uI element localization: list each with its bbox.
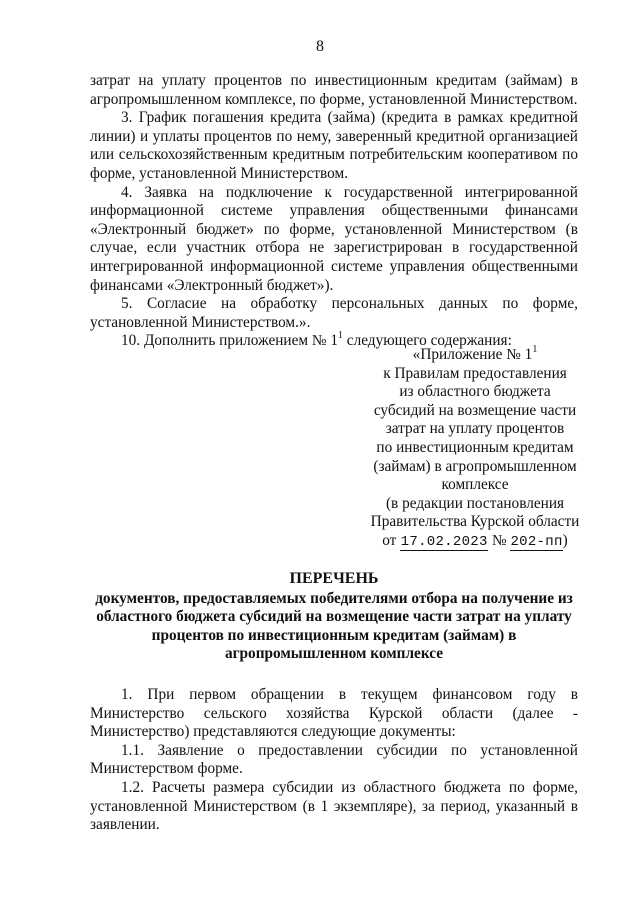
closing-paren: ) bbox=[562, 531, 568, 549]
appendix-date-line bbox=[362, 532, 588, 551]
appendix-heading bbox=[362, 343, 588, 365]
intro-section bbox=[90, 72, 578, 351]
appendix-heading-text: «Приложение № 1 bbox=[412, 346, 533, 363]
intro-paragraph: 5. Согласие на обработку персональных данных по форме, установленной Министерством.». bbox=[90, 295, 578, 331]
page-number: 8 bbox=[316, 38, 324, 55]
appendix-line: затрат на уплату процентов bbox=[385, 420, 565, 438]
amend-line-tail: следующего содержания: bbox=[342, 332, 512, 350]
list-paragraph: 1. При первом обращении в текущем финансовом году в Министерство сельского хозяйства Курской области (далее - Министерство) представляются следующие документы: bbox=[90, 686, 578, 741]
appendix-line: (займам) в агропромышленном bbox=[373, 457, 577, 475]
number-value: 202-пп bbox=[510, 533, 563, 550]
appendix-block bbox=[362, 343, 588, 551]
title-main: ПЕРЕЧЕНЬ bbox=[289, 570, 379, 587]
intro-paragraph: затрат на уплату процентов по инвестиционным кредитам (займам) в агропромышленном комплексе, по форме, установленной Министерством. bbox=[90, 72, 578, 108]
list-paragraph: 1.2. Расчеты размера субсидии из областного бюджета по форме, установленной Министерством (в 1 экземпляре), за период, указанный в заявлении. bbox=[90, 778, 578, 834]
amend-line-sup: 1 bbox=[337, 330, 343, 342]
appendix-line: (в редакции постановления bbox=[385, 494, 565, 512]
date-value: 17.02.2023 bbox=[400, 533, 488, 550]
document-title bbox=[90, 570, 578, 664]
appendix-line: Правительства Курской области bbox=[370, 513, 580, 531]
title-subtitle: документов, предоставляемых победителями отбора на получение из областного бюджета субсидий на возмещение части затрат на уплату процентов по инвестиционным кредитам (займам) в агропромышленном комплексе bbox=[95, 589, 573, 663]
number-label: № bbox=[492, 531, 507, 549]
appendix-line: из областного бюджета bbox=[399, 383, 551, 401]
appendix-heading-sup: 1 bbox=[532, 343, 538, 355]
list-section bbox=[90, 686, 578, 835]
appendix-line: по инвестиционным кредитам bbox=[376, 438, 574, 456]
appendix-line: комплексе bbox=[441, 476, 509, 494]
intro-paragraph: 3. График погашения кредита (займа) (кредита в рамках кредитной линии) и уплаты процентов по нему, заверенный кредитной организацией или сельскохозяйственным кредитным потребительским кооперативом по форме, установленной Министерством. bbox=[90, 109, 578, 182]
appendix-line: субсидий на возмещение части bbox=[373, 401, 577, 419]
list-paragraph: 1.1. Заявление о предоставлении субсидии по установленной Министерством форме. bbox=[90, 741, 578, 778]
date-prefix: от bbox=[382, 531, 397, 549]
appendix-line: к Правилам предоставления bbox=[383, 364, 567, 382]
amend-line-text: 10. Дополнить приложением № 1 bbox=[121, 332, 338, 350]
intro-paragraph: 4. Заявка на подключение к государственной интегрированной информационной системе управления общественными финансами «Электронный бюджет» по форме, установленной Министерством (в случае, если участник отбора не зарегистрирован в государственной интегрированной информационной системе управления общественными финансами «Электронный бюджет»). bbox=[90, 183, 578, 294]
